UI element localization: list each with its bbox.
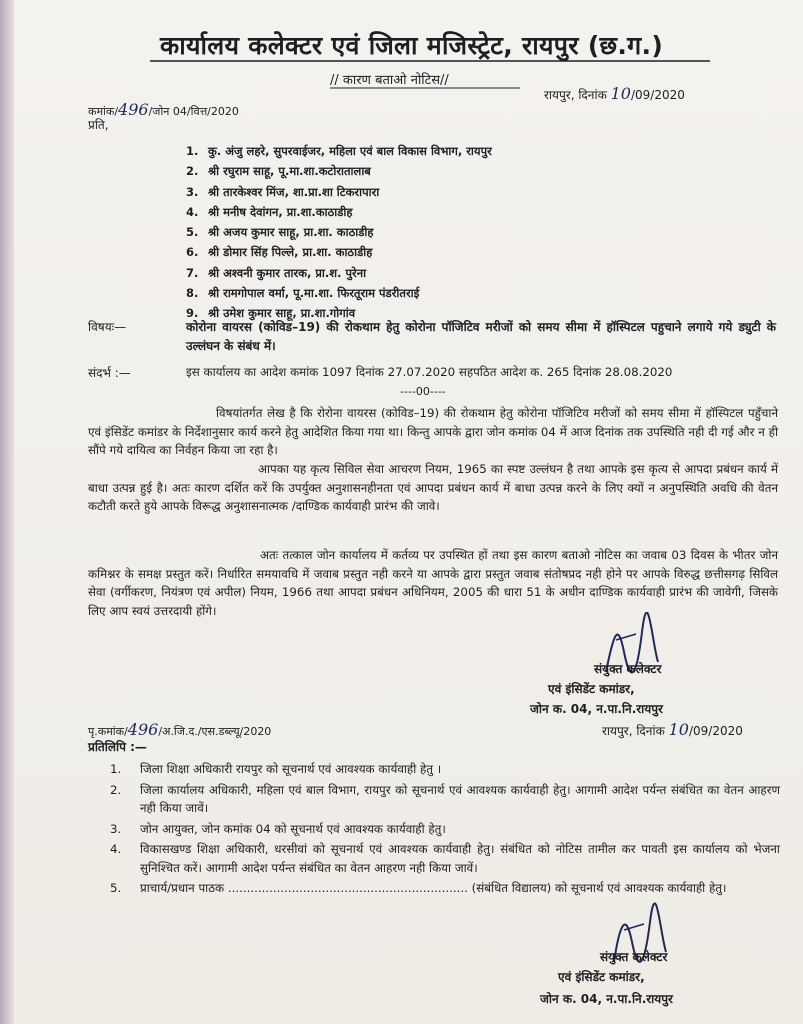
body-paragraph-1: विषयांतर्गत लेख है कि रोरोना वायरस (कोविड–19) की रोकथाम हेतु कोरोना पॉजिटिव मरीजों को समय सीमा में हॉस्पिटल पहुँचाने एवं इंसिडेंट कमांडर के निर्देशानुसार कार्य करने हेतु आदेशित किया गया था। किन्तु आपके द्वारा जोन कमांक 04 में आज दिनांक तक उपस्थिति नही दी गई और न ही सौंपे गये दायित्व का निर्वहन किया जा रहा है।: [88, 406, 778, 458]
addressee-item: [186, 202, 492, 222]
copy-number: 4.: [110, 842, 122, 856]
letter-date: [544, 84, 685, 103]
endorsement-date-day: 10: [668, 720, 689, 739]
copy-item: [110, 840, 780, 877]
copy-list: [110, 760, 780, 900]
notice-title: // कारण बताओ नोटिस//: [330, 73, 449, 88]
reference-number: [88, 100, 239, 119]
page-edge: [0, 0, 14, 1024]
addressee-text: श्री अजय कुमार साहू, प्रा.शा. काठाडीह: [208, 225, 374, 240]
addressee-item: [186, 141, 492, 161]
subject-text: कोरोना वायरस (कोविड–19) की रोकथाम हेतु कोरोना पॉजिटिव मरीजों को समय सीमा में हॉस्पिटल पहुचाने लगाये गये ड्युटी के उल्लंघन के संबंध में।: [186, 320, 776, 353]
copy-text: जिला शिक्षा अधिकारी रायपुर को सूचनार्थ एवं आवश्यक कार्यवाही हेतु ।: [140, 762, 442, 776]
endorsement-ref-prefix: पृ.कमांक/: [88, 725, 128, 738]
addressee-text: श्री मनीष देवांगन, प्रा.शा.काठाडीह: [208, 204, 353, 219]
addressee-item: [186, 222, 492, 242]
office-title: कार्यालय कलेक्टर एवं जिला मजिस्ट्रेट, रायपुर (छ.ग.): [160, 31, 664, 60]
body-paragraph-3: अतः तत्काल जोन कार्यालय में कर्तव्य पर उपस्थित हों तथा इस कारण बताओ नोटिस का जवाब 03 दिवस के भीतर जोन कमिश्नर के समक्ष प्रस्तुत करें। निर्धारित समयावधि में जवाब प्रस्तुत नही करने या आपके द्वारा प्रस्तुत जवाब संतोषप्रद नही होने पर आपके विरुद्ध छत्तीसगढ़ सिविल सेवा (वर्गीकरण, नियंत्रण एवं अपील) नियम, 1966 तथा आपदा प्रबंधन अधिनियम, 2005 की धारा 51 के अधीन दाण्डिक कार्यवाही प्रारंभ की जावेगी, जिसके लिए आप स्वयं उत्तरदायी होंगे।: [88, 548, 778, 618]
copy-label: प्रतिलिपि :—: [88, 740, 147, 754]
signature1-zone: जोन क. 04, न.पा.नि.रायपुर: [530, 702, 663, 716]
copy-item: [110, 879, 780, 898]
addressee-number: 3.: [186, 184, 199, 199]
ref-prefix: कमांक/: [88, 105, 119, 118]
date-suffix: /09/2020: [630, 88, 685, 102]
addressee-number: 8.: [186, 286, 199, 301]
addressee-text: श्री रघुराम साहू, पू.मा.शा.कटोरातालाब: [208, 164, 371, 179]
title-underline: [150, 58, 710, 64]
copy-number: 1.: [110, 762, 122, 776]
date-prefix: रायपुर, दिनांक: [544, 88, 607, 102]
body-paragraph-2: आपका यह कृत्य सिविल सेवा आचरण नियम, 1965 का स्पष्ट उल्लंघन है तथा आपके इस कृत्य से आपदा प्रबंधन कार्य में बाधा उत्पन्न हुई है। अतः कारण दर्शित करें कि उपर्युक्त अनुशासनहीनता एवं आपदा प्रबंधन कार्य में बाधा उत्पन्न करने के लिए क्यों न अनुपस्थिति अवधि की वेतन कटौती करते हुये आपके विरूद्ध अनुशासनात्मक /दाण्डिक कार्यवाही प्रारंभ की जावे।: [88, 462, 778, 514]
copy-text: जोन आयुक्त, जोन कमांक 04 को सूचनार्थ एवं आवश्यक कार्यवाही हेतु।: [140, 821, 446, 836]
ref-suffix: /जोन 04/वित्त/2020: [148, 105, 239, 118]
copy-number: 2.: [110, 782, 122, 797]
addressee-text: श्री उमेश कुमार साहू, प्रा.शा.गोगांव: [208, 306, 356, 321]
notice-underline: [330, 86, 520, 90]
signature1-designation: संयुक्त कलेक्टर: [594, 662, 662, 676]
signature2-designation: संयुक्त कलेक्टर: [600, 950, 668, 964]
addressee-number: 2.: [186, 164, 199, 179]
copy-item: [110, 781, 780, 818]
copy-number: 3.: [110, 821, 122, 836]
endorsement-date: [602, 720, 743, 739]
endorsement-date-suffix: /09/2020: [688, 724, 743, 738]
addressee-number: 9.: [186, 306, 199, 321]
ref-number: 496: [118, 100, 149, 119]
addressee-item: [186, 263, 492, 283]
copy-item: [110, 760, 780, 779]
reference-label: संदर्भ :—: [88, 366, 131, 380]
copy-text: जिला कार्यालय अधिकारी, महिला एवं बाल विभाग, रायपुर को सूचनार्थ एवं आवश्यक कार्यवाही हेतु। आगामी आदेश पर्यन्त संबंधित का वेतन आहरण नही किया जावें।: [140, 782, 780, 815]
addressee-number: 6.: [186, 245, 199, 260]
addressee-item: [186, 182, 492, 202]
addressee-number: 4.: [186, 204, 199, 219]
copy-text: विकासखण्ड शिक्षा अधिकारी, धरसीवां को सूचनार्थ एवं आवश्यक कार्यवाही हेतु। संबंधित को नोटिस तामील कर पावती इस कार्यालय को भेजना सुनिश्चित करें। आगामी आदेश पर्यन्त संबंधित का वेतन आहरण नही किया जावें।: [140, 842, 780, 875]
addressee-number: 1.: [186, 144, 199, 158]
reference-text: इस कार्यालय का आदेश कमांक 1097 दिनांक 27.07.2020 सहपठित आदेश क. 265 दिनांक 28.08.2020: [186, 365, 673, 379]
addressee-list: [186, 141, 492, 324]
addressee-text: कु. अंजु लहरे, सुपरवाईजर, महिला एवं बाल विकास विभाग, रायपुर: [208, 144, 492, 158]
endorsement-ref: [88, 720, 271, 739]
separator: ----00----: [400, 385, 446, 398]
subject-label: विषयः—: [88, 320, 127, 334]
copy-number: 5.: [110, 881, 122, 895]
addressee-text: श्री अश्वनी कुमार तारक, प्रा.श. पुरेना: [208, 265, 367, 280]
prati-label: प्रति,: [88, 118, 109, 132]
endorsement-date-prefix: रायपुर, दिनांक: [602, 724, 665, 738]
addressee-text: श्री रामगोपाल वर्मा, पू.मा.शा. फिरतूराम पंडरीतराई: [208, 286, 420, 301]
addressee-number: 7.: [186, 265, 199, 280]
signature1-role: एवं इंसिडेंट कमांडर,: [548, 682, 635, 696]
signature2-zone: जोन क. 04, न.पा.नि.रायपुर: [540, 992, 673, 1006]
addressee-number: 5.: [186, 225, 199, 240]
addressee-item: [186, 161, 492, 181]
copy-text: प्राचार्य/प्रधान पाठक ................................................................ (संबंधित विद्यालय) को सूचनार्थ एवं आवश्यक कार्यवाही हेतु।: [140, 881, 727, 895]
addressee-text: श्री तारकेश्वर मिंज, शा.प्रा.शा टिकरापारा: [208, 184, 380, 199]
signature2-role: एवं इंसिडेंट कमांडर,: [558, 970, 645, 984]
date-day: 10: [610, 84, 631, 103]
endorsement-ref-number: 496: [127, 720, 159, 739]
endorsement-ref-suffix: /अ.जि.द./एस.डब्ल्यू/2020: [158, 725, 272, 738]
copy-item: [110, 820, 780, 839]
addressee-item: [186, 242, 492, 262]
addressee-text: श्री डोमार सिंह पिल्ले, प्रा.शा. काठाडीह: [208, 245, 373, 260]
addressee-item: [186, 283, 492, 303]
